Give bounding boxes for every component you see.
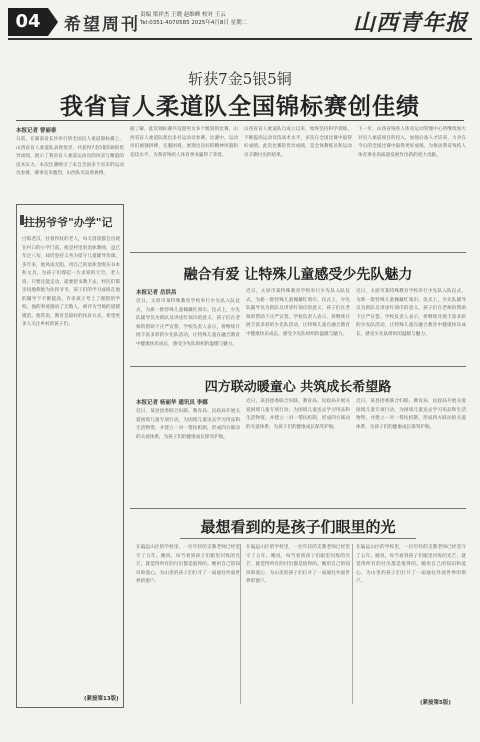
story3-col-3: 近日，某县团委联合妇联、教育局、民政局开展关爱困境儿童专项行动，为困境儿童送去学习用品和生活物资，并建立一对一帮扶机制，形成四方联动的关爱体系，为孩子们的健康成长保驾护航。 — [356, 399, 466, 430]
editors-line-2: Tel:0351-4070585 2025年4月8日 星期二 — [140, 20, 248, 26]
story2-col-1: 近日，太原市某特殊教育学校举行少先队入队仪式，为新一批特殊儿童佩戴红领巾。仪式上，少先队辅导员为新队员讲述红领巾的意义，孩子们在老师的帮助下庄严宣誓。学校负责人表示，将继续开展丰富多彩的少先队活动，让特殊儿童在融合教育中健康快乐成长，感受少先队组织的温暖与魅力。 — [136, 299, 240, 347]
story3-col-2: 近日，某县团委联合妇联、教育局、民政局开展关爱困境儿童专项行动，为困境儿童送去学习用品和生活物资，并建立一对一帮扶机制，形成四方联动的关爱体系，为孩子们的健康成长保驾护航。 — [246, 399, 350, 430]
lead-headline: 我省盲人柔道队全国锦标赛创佳绩 — [60, 94, 420, 120]
lead-byline: 本报记者 曾丽泰 — [16, 128, 57, 134]
story4-col-2: 在偏远山区的学校里，一位年轻的支教老师已经坚守了五年。她说，每当看到孩子们眼里闪烁的光芒，就觉得所有的付出都是值得的。她用自己的知识和爱心，为山里的孩子们打开了一扇通往外面世界的窗户。 — [246, 545, 350, 584]
sidebar-body: 白髯老汉，拄着拐杖的老人，每天清晨都会出现在村口的小学门前。他是村里的退休教师，虽已年过八旬，却仍坚持义务为留守儿童辅导功课。多年来，他风雨无阻，用自己的退休金购买书本和文具，为孩子们撑起一片求知的天空。老人说，只要还能走动，就要把书教下去。村民们都亲切地称他为拄拐爷爷，孩子们的学习成绩在他的辅导下不断提高，许多孩子考上了理想的学校。他的事迹感动了无数人，被评为当地的道德模范。他常说，教育是最好的扶贫方式，希望更多人关注乡村的孩子们。 — [22, 237, 120, 327]
story2-col-3: 近日，太原市某特殊教育学校举行少先队入队仪式，为新一批特殊儿童佩戴红领巾。仪式上，少先队辅导员为新队员讲述红领巾的意义，孩子们在老师的帮助下庄严宣誓。学校负责人表示，将继续开展丰富多彩的少先队活动，让特殊儿童在融合教育中健康快乐成长，感受少先队组织的温暖与魅力。 — [356, 289, 466, 337]
newspaper-logo: 山西青年报 — [352, 10, 468, 36]
story3-rule — [130, 366, 466, 367]
story4-col-3: 在偏远山区的学校里，一位年轻的支教老师已经坚守了五年。她说，每当看到孩子们眼里闪烁的光芒，就觉得所有的付出都是值得的。她用自己的知识和爱心，为山里的孩子们打开了一扇通往外面世界的窗户。 — [356, 545, 466, 584]
lead-col-3: 山西省盲人柔道队自成立以来，始终坚持科学训练，不断提高运动员技战术水平，多次在全国比赛中取得好成绩。此次比赛的优异成绩，是全体教练员和运动员辛勤付出的结果。 — [244, 127, 352, 158]
story3-col-1: 近日，某县团委联合妇联、教育局、民政局开展关爱困境儿童专项行动，为困境儿童送去学习用品和生活物资，并建立一对一帮扶机制，形成四方联动的关爱体系，为孩子们的健康成长保驾护航。 — [136, 409, 240, 440]
page-header — [8, 6, 472, 40]
story2-rule — [130, 252, 466, 253]
story4-continued: (紧接第5版) — [420, 700, 451, 706]
sidebar-continued: (紧接第13版) — [84, 696, 119, 702]
story4-rule — [130, 508, 466, 509]
story4-subrule — [180, 538, 416, 539]
lead-kicker: 斩获7金5银5铜 — [188, 70, 292, 88]
column-divider — [352, 544, 353, 704]
story3-title: 四方联动暖童心 共筑成长希望路 — [204, 380, 392, 395]
editors-line-1: 责编 梁祥杰 王晓 赵维峰 校对 王云 — [140, 12, 226, 18]
story2-byline: 本报记者 岳洪昌 — [136, 290, 177, 296]
headline-rule — [16, 120, 464, 121]
column-divider — [240, 544, 241, 704]
page-number: 04 — [8, 8, 48, 36]
sidebar-title: 拄拐爷爷"办学"记 — [24, 216, 113, 229]
story3-byline: 本报记者 杨丽华 通讯员 李娜 — [136, 400, 208, 406]
editors-info — [140, 11, 260, 27]
lead-col-1: 日前，在湖南省长沙举行的全国盲人柔道锦标赛上，山西省盲人柔道队表现优异，共获得7金5银5铜的优异成绩，展示了我省盲人柔道运动员的风采与精湛的技术实力。本次比赛吸引了来自全国多个省市的运动员参赛，赛事竞争激烈，山西队员奋勇拼搏。 — [16, 137, 124, 176]
story2-title: 融合有爱 让特殊儿童感受少先队魅力 — [183, 267, 413, 283]
lead-col-2: 据了解，此次锦标赛共设置男女多个级别的比赛，山西省盲人柔道队派出多名运动员参赛。比赛中，运动员们顽强拼搏，克服困难，展现出良好的精神风貌和竞技水平，为我省残疾人体育事业赢得了荣誉。 — [130, 127, 238, 158]
column-name: 希望周刊 — [64, 15, 140, 35]
lead-col-4: 下一步，山西省残疾人体育运动管理中心将继续加大对盲人柔道项目的投入，加强后备人才培养，力争在今后的全国比赛中取得更好成绩，为推动我省残疾人体育事业高质量发展作出新的更大贡献。 — [358, 127, 466, 158]
story4-title: 最想看到的是孩子们眼里的光 — [200, 518, 396, 536]
story4-col-1: 在偏远山区的学校里，一位年轻的支教老师已经坚守了五年。她说，每当看到孩子们眼里闪烁的光芒，就觉得所有的付出都是值得的。她用自己的知识和爱心，为山里的孩子们打开了一扇通往外面世界的窗户。 — [136, 545, 240, 584]
story2-col-2: 近日，太原市某特殊教育学校举行少先队入队仪式，为新一批特殊儿童佩戴红领巾。仪式上，少先队辅导员为新队员讲述红领巾的意义，孩子们在老师的帮助下庄严宣誓。学校负责人表示，将继续开展丰富多彩的少先队活动，让特殊儿童在融合教育中健康快乐成长，感受少先队组织的温暖与魅力。 — [246, 289, 350, 337]
